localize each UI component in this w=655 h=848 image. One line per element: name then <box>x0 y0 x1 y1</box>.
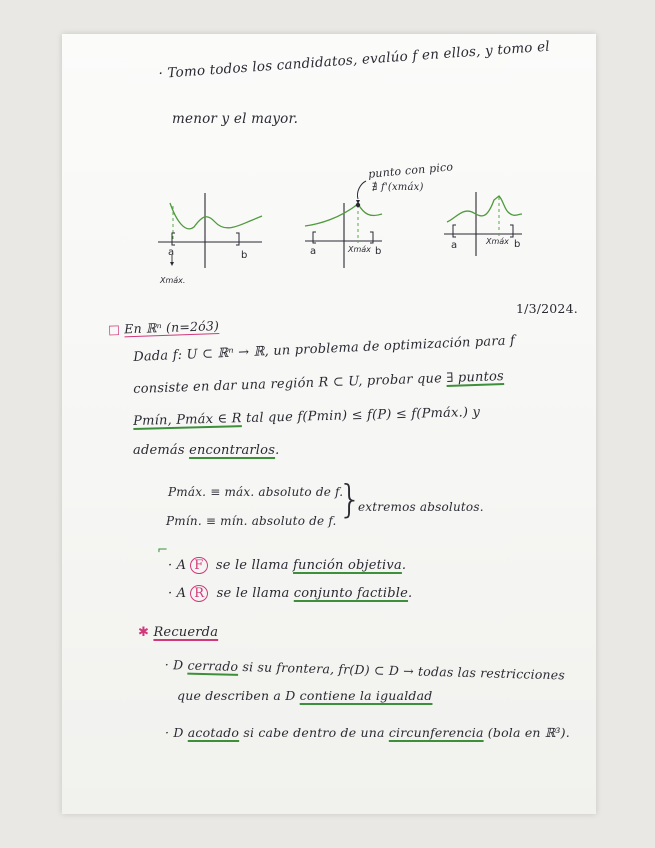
graph-3 <box>444 192 522 256</box>
encontrarlos: encontrarlos <box>189 443 276 458</box>
date: 1/3/2024. <box>516 301 578 316</box>
contiene-la-igualdad: contiene la igualdad <box>299 688 433 703</box>
section-title: En ℝⁿ (n=2ó3) <box>123 318 220 337</box>
g3-a-label: a <box>451 240 458 251</box>
graph-1 <box>158 193 262 285</box>
bola-en-r3: (bola en ℝ³). <box>487 725 570 740</box>
section-bullet: □ <box>107 321 121 337</box>
candidates-line-2: menor y el mayor. <box>172 111 299 127</box>
definition-line-1: Dada f: U ⊂ ℝⁿ → ℝ, un problema de optimización para f <box>133 333 516 365</box>
bounded-line <box>165 725 570 740</box>
closed-line-2-text: que describen a D <box>177 688 296 703</box>
peak-label: punto con pico <box>367 160 454 181</box>
definition-line-3-text: tal que f(Pmin) ≤ f(P) ≤ f(Pmáx.) y <box>245 404 481 427</box>
objective-function-line <box>168 558 406 573</box>
g2-a-label: a <box>310 246 317 257</box>
closed-description: si su frontera, fr(D) ⊂ D → todas las restricciones <box>242 659 566 683</box>
graph-2 <box>305 181 382 268</box>
candidates-line-1: · Tomo todos los candidatos, evalúo f en ellos, y tomo el <box>158 38 551 82</box>
feasible-set-line <box>168 586 412 601</box>
g3-xmax-label: Xmáx <box>486 237 509 246</box>
g3-b-label: b <box>514 239 521 250</box>
conjunto-factible: conjunto factible <box>293 586 409 601</box>
a-f-end: . <box>401 558 407 573</box>
extremos-absolutos: extremos absolutos. <box>358 500 484 514</box>
pmax-definition: Pmáx. ≡ máx. absoluto de f. <box>168 485 344 499</box>
recuerda-star-icon: ✱ <box>138 625 150 640</box>
recuerda-heading <box>138 625 218 640</box>
a-f-mid: se le llama <box>215 558 289 573</box>
pmin-pmax-in-r: Pmín, Pmáx ∈ R <box>133 411 242 429</box>
definition-line-2-text: consiste en dar una región R ⊂ U, probar que <box>133 371 443 397</box>
pmin-definition: Pmín. ≡ mín. absoluto de f. <box>166 514 337 528</box>
g1-b-label: b <box>241 250 248 261</box>
a-f-prefix: · A <box>168 558 187 573</box>
a-r-end: . <box>408 586 413 601</box>
ademas-word: además <box>133 443 185 458</box>
brace: } <box>338 477 363 521</box>
closed-d: · D <box>164 657 184 673</box>
peak-derivative-label: ∄ f'(xmáx) <box>372 182 424 193</box>
bounded-d: · D <box>165 725 184 740</box>
recuerda-title: Recuerda <box>153 625 219 640</box>
period: . <box>275 443 280 458</box>
exist-points: ∃ puntos <box>446 369 505 387</box>
g2-xmax-label: Xmáx <box>348 245 371 254</box>
r-circled: R <box>190 585 208 602</box>
a-r-prefix: · A <box>168 586 187 601</box>
funcion-objetiva: función objetiva <box>293 558 402 573</box>
corner-mark: ⌐ <box>157 543 169 558</box>
g2-b-label: b <box>375 246 382 257</box>
closed-line-2 <box>177 688 432 703</box>
g1-xmax-label: Xmáx. <box>160 276 186 285</box>
definition-line-4 <box>133 443 279 458</box>
f-circled: F <box>190 557 207 574</box>
cerrado: cerrado <box>187 657 239 674</box>
acotado: acotado <box>187 725 240 740</box>
g1-a-label: a <box>168 247 175 258</box>
a-r-mid: se le llama <box>216 586 290 601</box>
bounded-description: si cabe dentro de una <box>243 725 385 740</box>
circunferencia: circunferencia <box>388 725 484 740</box>
